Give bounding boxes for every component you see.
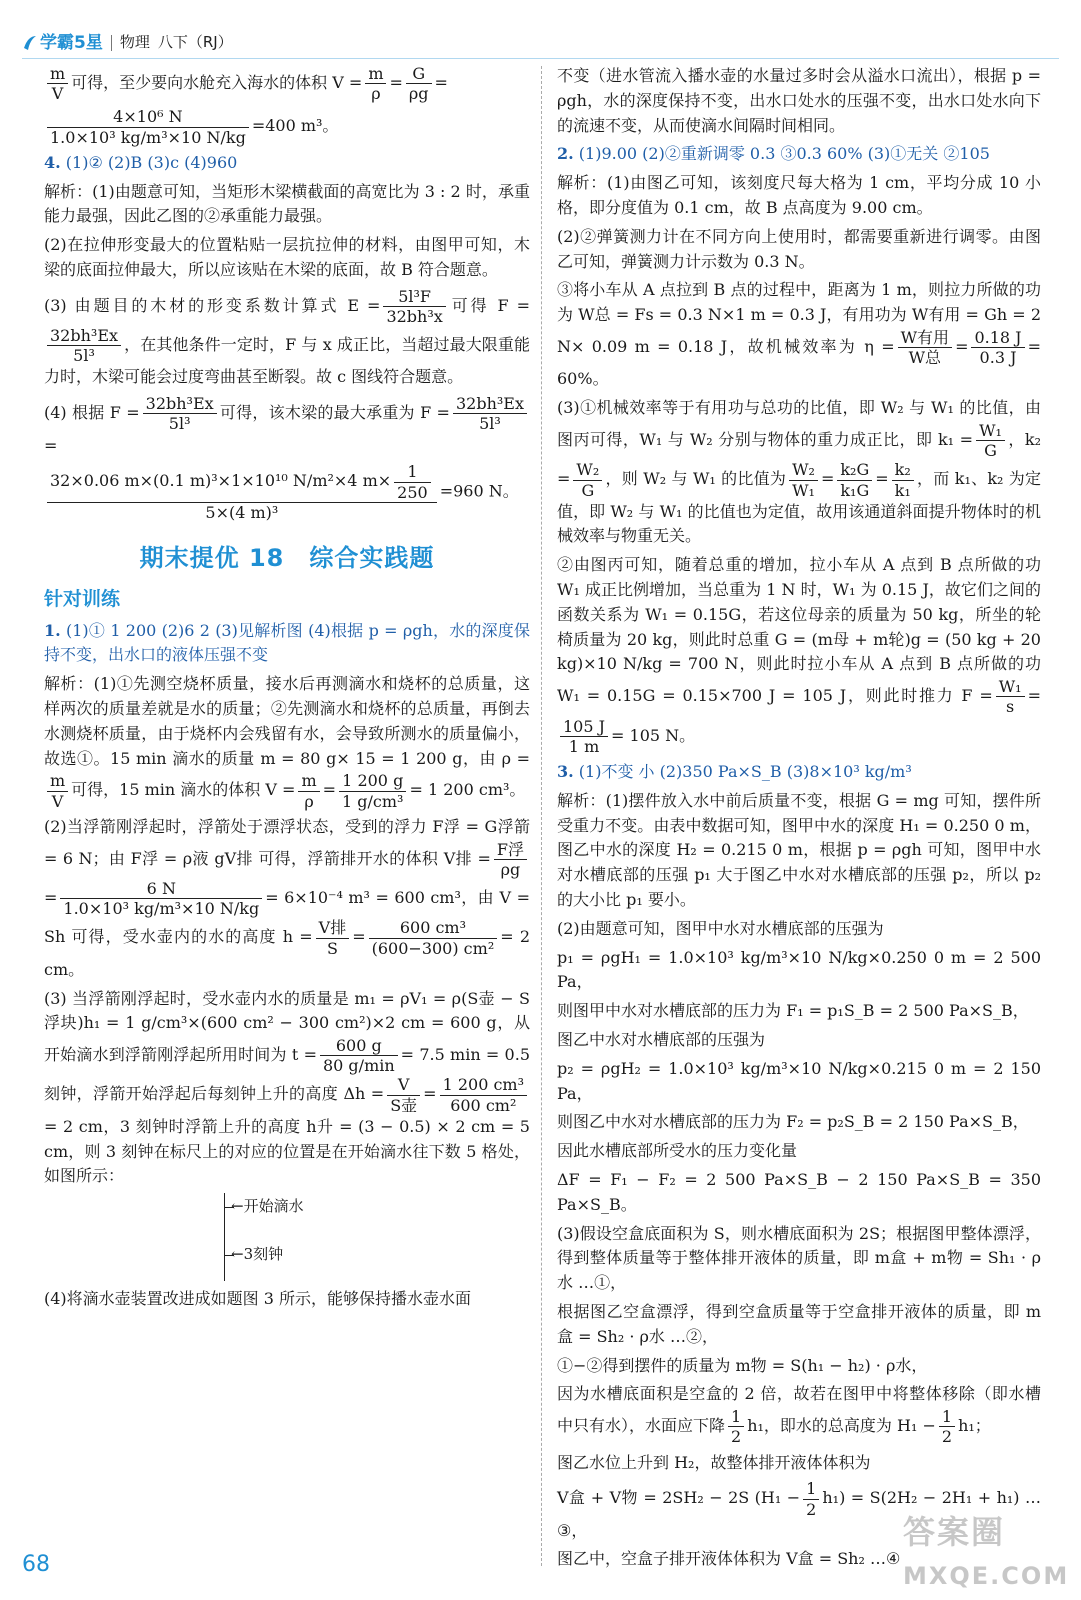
question-3-line-4: 则图甲中水对水槽底部的压力为 F₁ = p₁S_B = 2 500 Pa×S_B， xyxy=(557,1001,1029,1021)
question-1-analysis-1: 解析：(1)①先测空烧杯质量，接水后再测滴水和烧杯的总质量，这样两次的质量差就是水的质量；②先测滴水和烧杯的总质量，再倒去水测烧杯质量，由于烧杯内会残留有水，会导致所测水的质量偏小，故选①。15 min 滴水的质量 m = 80 g× 15 = 1 200 g，由 ρ = $\frac{m}{V}$ 可得，15 min 滴水的体积 V = $\frac{m}{\rho}$ = $\frac{1 200 g}{\text{1 g/cm³}}$ = 1 200 cm³。 xyxy=(44,674,530,811)
fraction: $\frac{\text{32bh³Ex}}{\text{5l³}}$ xyxy=(143,394,217,433)
fraction: $\frac{\text{W₂}}{G}$ xyxy=(573,460,602,499)
fraction: $\frac{\text{V排}}{S}$ xyxy=(316,918,350,957)
question-1-answer: 1. (1)① 1 200 (2)6 2 (3)见解析图 (4)根据 p = ρgh，水的深度保持不变，出水口的液体压强不变 xyxy=(44,620,530,665)
left-column xyxy=(44,64,530,1316)
fraction: $\frac{m}{V}$ xyxy=(47,771,68,810)
fraction: $\frac{m}{V}$ xyxy=(47,64,68,103)
question-3-line-15: V盒 + V物 = 2SH₂ − 2S (H₁ − $\frac{1}{2}$ h₁) = S(2H₂ − 2H₁ + h₁) …③， xyxy=(557,1479,1041,1540)
question-2-analysis-5: ②由图丙可知，随着总重的增加，拉小车从 A 点到 B 点所做的功 W₁ 成正比例增加，当总重为 1 N 时，W₁ 为 0.15 J，故它们之间的函数关系为 W₁ = 0.15G，若这位母亲的质量为 50 kg，所坐的轮椅质量为 20 kg，则此时总重 G = (m母 + m轮)g = (50 kg + 20 kg)×10 N/kg = 700 N，则此时拉小车从 A 点到 B 点所做的功 W₁ = 0.15G = 0.15×700 J = 105 J，则此时推力 F = $\frac{\text{W₁}}{s}$ = $\frac{105 J}{1 m}$ = 105 N。 xyxy=(557,555,1041,756)
question-4-calculation: 32×0.06 m×(0.1 m)³×1×10¹⁰ N/m²×4 m× $\frac{1}{250}$ 5×(4 m)³ =960 N。 xyxy=(44,462,530,522)
question-4-answer: 4. (1)② (2)B (3)c (4)960 xyxy=(44,152,238,172)
fraction: $\frac{\text{600 cm³}}{\text{(600−300) cm²}}$ xyxy=(369,918,498,957)
question-3-line-7: 则图乙中水对水槽底部的压力为 F₂ = p₂S_B = 2 150 Pa×S_B， xyxy=(557,1112,1029,1132)
fraction: $\frac{\text{k₂G}}{\text{k₁G}}$ xyxy=(837,460,872,499)
question-3-line-10: (3)假设空盒底面积为 S，则水槽底面积为 2S；根据图甲整体漂浮，得到整体质量等于整体排开液体的质量，即 m盒 + m物 = Sh₁ · ρ水 …①， xyxy=(557,1223,1041,1293)
header-rule xyxy=(22,58,1059,59)
fraction: $\frac{\text{5l³F}}{\text{32bh³x}}$ xyxy=(383,287,445,326)
fraction: $\frac{0.18 J}{0.3 J}$ xyxy=(971,328,1024,367)
fraction: $\frac{\text{W₂}}{\text{W₁}}$ xyxy=(789,460,818,499)
fraction: $\frac{G}{\rho g}$ xyxy=(406,64,432,103)
fraction: $\frac{V}{\text{S壶}}$ xyxy=(387,1075,420,1114)
question-3-line-6: p₂ = ρgH₂ = 1.0×10³ kg/m³×10 N/kg×0.215 0 m = 2 150 Pa， xyxy=(557,1058,1041,1103)
question-1-analysis-2: (2)当浮箭刚浮起时，浮箭处于漂浮状态，受到的浮力 F浮 = G浮箭 = 6 N；由 F浮 = ρ液 gV排 可得，浮箭排开水的体积 V排 = $\frac{\text{F浮}}{\rho g}$ = $\frac{6 N}{\text{1.0×10³ kg/m³×10 N/kg}}$ = 6×10⁻⁴ m³ = 600 cm³，由 V = Sh 可得，受水壶内的水的高度 h = $\frac{\text{V排}}{S}$ = $\frac{\text{600 cm³}}{\text{(600−300) cm²}}$ = 2 cm。 xyxy=(44,816,530,979)
fraction: $\frac{600 g}{80 g/\min}$ xyxy=(320,1036,398,1075)
fraction: $\frac{\text{32bh³Ex}}{\text{5l³}}$ xyxy=(453,394,527,433)
question-2-analysis-1: 解析：(1)由图乙可知，该刻度尺每大格为 1 cm，平均分成 10 小格，即分度值为 0.1 cm，故 B 点高度为 9.00 cm。 xyxy=(557,173,1041,217)
watermark xyxy=(903,1508,1070,1590)
fraction: $\frac{\text{W₁}}{s}$ xyxy=(996,677,1025,716)
page-number: 68 xyxy=(22,1552,50,1577)
question-2-analysis-2: (2)②弹簧测力计在不同方向上使用时，都需要重新进行调零。由图乙可知，弹簧测力计示数为 0.3 N。 xyxy=(557,226,1041,271)
left-continuation-2: $\frac{\text{4×10⁶ N}}{\text{1.0×10³ kg/m³×10 N/kg}}$ =400 m³。 xyxy=(44,107,530,146)
question-3-line-8: 因此水槽底部所受水的压力变化量 xyxy=(557,1141,798,1161)
fraction: $\frac{1}{2}$ xyxy=(803,1479,819,1518)
question-3-line-3: p₁ = ρgH₁ = 1.0×10³ kg/m³×10 N/kg×0.250 0 m = 2 500 Pa， xyxy=(557,947,1041,992)
question-3-line-9: ΔF = F₁ − F₂ = 2 500 Pa×S_B − 2 150 Pa×S_B = 350 Pa×S_B。 xyxy=(557,1169,1041,1214)
brand-text: 学霸5星 xyxy=(40,32,103,53)
brand-star-icon xyxy=(22,34,38,52)
left-continuation-1: $\frac{m}{V}$ 可得，至少要向水舱充入海水的体积 V = $\frac{m}{\rho}$ = $\frac{G}{\rho g}$ = xyxy=(44,64,530,103)
question-3-line-16: 图乙中，空盒子排开液体体积为 V盒 = Sh₂ …④ xyxy=(557,1549,901,1569)
fraction: $\frac{6 N}{\text{1.0×10³ kg/m³×10 N/kg}}$ xyxy=(60,879,262,918)
column-divider xyxy=(541,66,542,1566)
fraction: $\frac{1}{2}$ xyxy=(728,1407,744,1446)
question-4-analysis-2: (2)在拉伸形变最大的位置粘贴一层抗拉伸的材料，由图甲可知，木梁的底面拉伸最大，所以应该贴在木梁的底面，故 B 符合题意。 xyxy=(44,235,530,279)
question-4-analysis-4: (4) 根据 F = $\frac{\text{32bh³Ex}}{\text{5l³}}$ 可得，该木梁的最大承重为 F = $\frac{\text{32bh³Ex}}{\text{5l³}}$ = xyxy=(44,394,530,458)
question-2-analysis-4: (3)①机械效率等于有用功与总功的比值，即 W₂ 与 W₁ 的比值，由图丙可得，W₁ 与 W₂ 分别与物体的重力成正比，即 k₁ = $\frac{\text{W₁}}{G}$ ，k₂ = $\frac{\text{W₂}}{G}$ ，则 W₂ 与 W₁ 的比值为 $\frac{\text{W₂}}{\text{W₁}}$ = $\frac{\text{k₂G}}{\text{k₁G}}$ = $\frac{\text{k₂}}{\text{k₁}}$ ，而 k₁、k₂ 为定值，即 W₂ 与 W₁ 的比值也为定值，故用该通道斜面提升物体时的机械效率与物重无关。 xyxy=(557,398,1041,546)
fraction: $\frac{m}{\rho}$ xyxy=(365,64,386,103)
question-2-answer: 2. (1)9.00 (2)②重新调零 0.3 ③0.3 60% (3)①无关 ②105 xyxy=(557,144,990,164)
watermark-line-1: 答案圈 xyxy=(903,1513,1006,1551)
fraction: $\frac{m}{\rho}$ xyxy=(298,771,319,810)
sub-title: 针对训练 xyxy=(44,588,121,611)
scale-figure xyxy=(224,1193,335,1281)
question-3-answer: 3. (1)不变 小 (2)350 Pa×S_B (3)8×10³ kg/m³ xyxy=(557,762,912,782)
header-subject: 物理 xyxy=(119,33,150,52)
figure-label-3: ←3刻钟 xyxy=(231,1245,284,1264)
fraction: $\frac{\text{1 200 cm³}}{\text{600 cm²}}$ xyxy=(440,1075,527,1114)
section-title: 期末提优 18 综合实践题 xyxy=(139,544,435,573)
question-3-line-12: ①−②得到摆件的质量为 m物 = S(h₁ − h₂) · ρ水， xyxy=(557,1355,928,1375)
fraction: $\frac{105 J}{1 m}$ xyxy=(560,717,608,756)
question-2-analysis-3: ③将小车从 A 点拉到 B 点的过程中，距离为 1 m，则拉力所做的功为 W总 = Fs = 0.3 N×1 m = 0.3 J，有用功为 W有用 = Gh = 2 N× 0.09 m = 0.18 J，故机械效率为 η = $\frac{\text{W有用}}{\text{W总}}$ = $\frac{0.18 J}{0.3 J}$ = 60%。 xyxy=(557,280,1041,389)
question-1-analysis-3: (3) 当浮箭刚浮起时，受水壶内水的质量是 m₁ = ρV₁ = ρ(S壶 − S浮块)h₁ = 1 g/cm³×(600 cm² − 300 cm²)×2 cm = 600 g，从开始滴水到浮箭刚浮起所用时间为 t = $\frac{600 g}{80 g/\min}$ = 7.5 min = 0.5 刻钟，浮箭开始浮起后每刻钟上升的高度 Δh = $\frac{V}{\text{S壶}}$ = $\frac{\text{1 200 cm³}}{\text{600 cm²}}$ = 2 cm，3 刻钟时浮箭上升的高度 h升 = (3 − 0.5) × 2 cm = 5 cm，则 3 刻钟在标尺上的对应的位置是在开始滴水往下数 5 格处，如图所示： xyxy=(44,988,530,1186)
question-3-line-14: 图乙水位上升到 H₂，故整体排开液体体积为 xyxy=(557,1452,871,1472)
right-column xyxy=(557,64,1041,1576)
watermark-line-2: MXQE.COM xyxy=(903,1561,1070,1590)
fraction: 32×0.06 m×(0.1 m)³×1×10¹⁰ N/m²×4 m× $\frac{1}{250}$ 5×(4 m)³ xyxy=(47,462,437,522)
question-1-analysis-4: (4)将滴水壶装置改进成如题图 3 所示，能够保持播水壶水面 xyxy=(44,1289,472,1309)
question-3-analysis-1: 解析：(1)摆件放入水中前后质量不变，根据 G = mg 可知，摆件所受重力不变。由表中数据可知，图甲中水的深度 H₁ = 0.250 0 m，图乙中水的深度 H₂ = 0.215 0 m，根据 p = ρgh 可知，图甲中水对水槽底部的压强 p₁ 大于图乙中水对水槽底部的压强 p₂，所以 p₂ 的大小比 p₁ 要小。 xyxy=(557,790,1041,909)
question-3-line-2: (2)由题意可知，图甲中水对水槽底部的压强为 xyxy=(557,918,884,938)
figure-label-start: ←开始滴水 xyxy=(231,1197,304,1216)
fraction: $\frac{1}{2}$ xyxy=(939,1407,955,1446)
fraction: $\frac{\text{4×10⁶ N}}{\text{1.0×10³ kg/m³×10 N/kg}}$ xyxy=(47,107,249,146)
fraction: $\frac{\text{W有用}}{\text{W总}}$ xyxy=(898,328,952,367)
header-grade: 八下（RJ） xyxy=(157,33,233,52)
fraction: $\frac{\text{F浮}}{\rho g}$ xyxy=(494,840,527,879)
question-3-line-11: 根据图乙空盒漂浮，得到空盒质量等于空盒排开液体的质量，即 m盒 = Sh₂ · ρ水 …②， xyxy=(557,1301,1041,1346)
fraction: $\frac{\text{32bh³Ex}}{\text{5l³}}$ xyxy=(47,326,121,365)
fraction: $\frac{\text{k₂}}{\text{k₁}}$ xyxy=(892,460,914,499)
question-1-continuation: 不变（进水管流入播水壶的水量过多时会从溢水口流出），根据 p = ρgh，水的深度保持不变，出水口处水的压强不变，出水口处水向下的流速不变，从而使滴水间隔时间相同。 xyxy=(557,66,1041,135)
question-4-analysis-1: 解析：(1)由题意可知，当矩形木梁横截面的高宽比为 3 : 2 时，承重能力最强，因此乙图的②承重能力最强。 xyxy=(44,181,530,226)
question-3-line-5: 图乙中水对水槽底部的压强为 xyxy=(557,1029,766,1049)
fraction: $\frac{\text{W₁}}{G}$ xyxy=(976,421,1005,460)
brand-logo xyxy=(22,30,103,56)
question-3-line-13: 因为水槽底面积是空盒的 2 倍，故若在图甲中将整体移除（即水槽中只有水），水面应下降 $\frac{1}{2}$ h₁，即水的总高度为 H₁ − $\frac{1}{2}$ h₁； xyxy=(557,1384,1041,1447)
page-header xyxy=(22,30,233,56)
question-4-analysis-3: (3) 由题目的木材的形变系数计算式 E = $\frac{\text{5l³F}}{\text{32bh³x}}$ 可得 F = $\frac{\text{32bh³Ex}}{\text{5l³}}$ ，在其他条件一定时，F 与 x 成正比，当超过最大限重能力时，木梁可能会过度弯曲甚至断裂。故 c 图线符合题意。 xyxy=(44,286,530,387)
fraction: $\frac{1 200 g}{\text{1 g/cm³}}$ xyxy=(339,771,406,810)
header-separator xyxy=(111,35,112,51)
